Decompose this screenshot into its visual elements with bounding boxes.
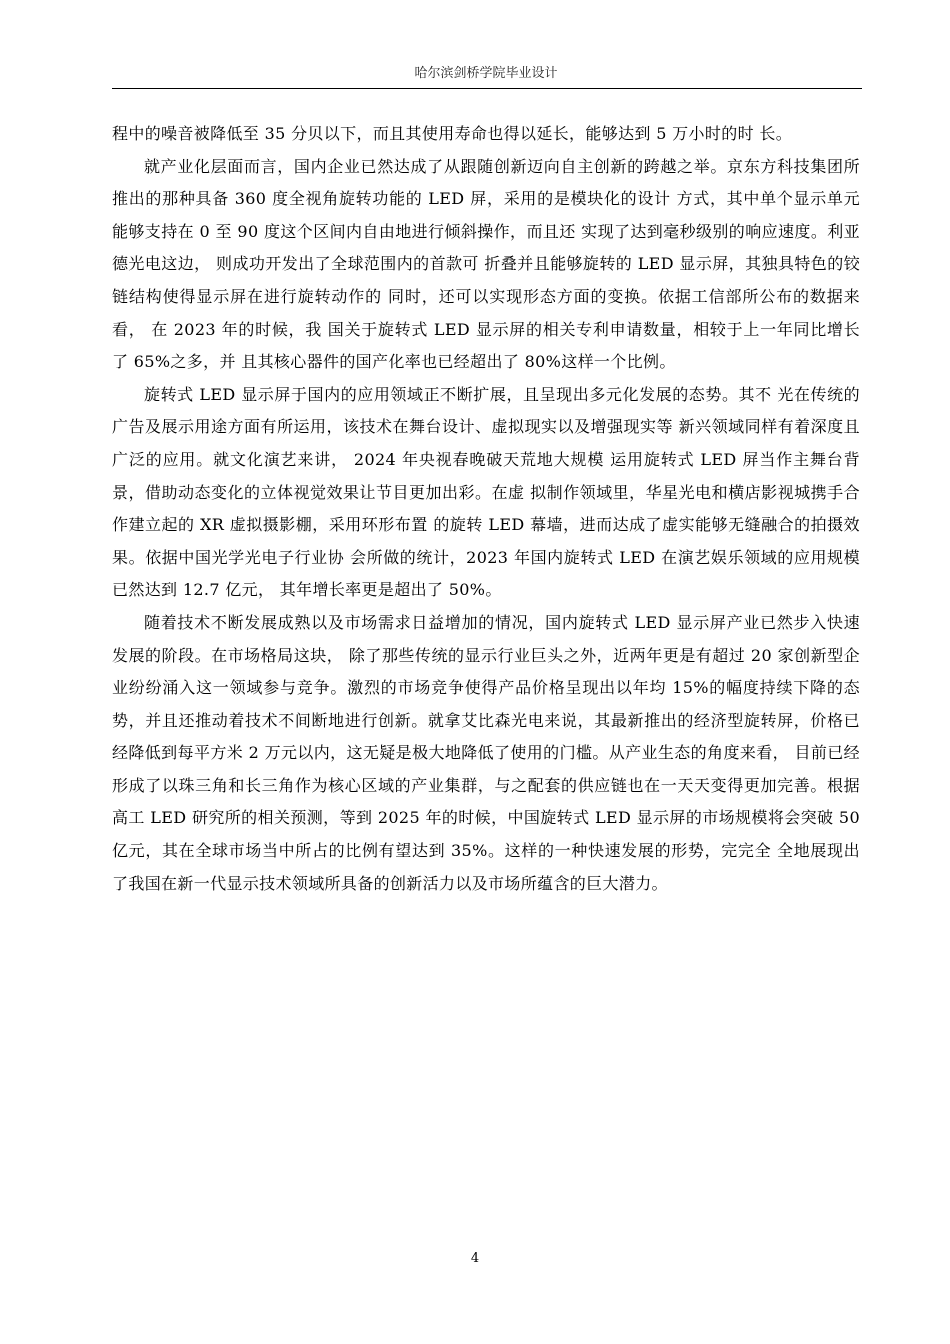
header-title: 哈尔滨剑桥学院毕业设计 (414, 66, 558, 81)
page-number: 4 (470, 1251, 480, 1266)
paragraph-applications: 旋转式 LED 显示屏于国内的应用领域正不断扩展，且呈现出多元化发展的态势。其不 光在传统的广告及展示用途方面有所运用，该技术在舞台设计、虚拟现实以及增强现实等 新兴领域同样有着深度且广泛的应用。就文化演艺来讲， 2024 年央视春晚破天荒地大规模 运用旋转式 LED 屏当作主舞台背景，借助动态变化的立体视觉效果让节目更加出彩。在虚 拟制作领域里，华星光电和横店影视城携手合作建立起的 XR 虚拟摄影棚，采用环形布置 的旋转 LED 幕墙，进而达成了虚实能够无缝融合的拍摄效果。依据中国光学光电子行业协 会所做的统计，2023 年国内旋转式 LED 在演艺娱乐领域的应用规模已然达到 12.7 亿元， 其年增长率更是超出了 50%。 (112, 384, 860, 600)
document-body (112, 118, 860, 900)
paragraph-industrialization: 就产业化层面而言，国内企业已然达成了从跟随创新迈向自主创新的跨越之举。京东方科技集团所推出的那种具备 360 度全视角旋转功能的 LED 屏，采用的是模块化的设计 方式，其中单个显示单元能够支持在 0 至 90 度这个区间内自由地进行倾斜操作，而且还 实现了达到毫秒级别的响应速度。利亚德光电这边， 则成功开发出了全球范围内的首款可 折叠并且能够旋转的 LED 显示屏，其独具特色的铰链结构使得显示屏在进行旋转动作的 同时，还可以实现形态方面的变换。依据工信部所公布的数据来看， 在 2023 年的时候，我 国关于旋转式 LED 显示屏的相关专利申请数量，相较于上一年同比增长了 65%之多，并 且其核心器件的国产化率也已经超出了 80%这样一个比例。 (112, 156, 860, 372)
page-header (112, 64, 860, 88)
paragraph-market: 随着技术不断发展成熟以及市场需求日益增加的情况，国内旋转式 LED 显示屏产业已然步入快速发展的阶段。在市场格局这块， 除了那些传统的显示行业巨头之外，近两年更是有超过 20 家创新型企业纷纷涌入这一领域参与竞争。激烈的市场竞争使得产品价格呈现出以年均 15%的幅度持续下降的态势，并且还推动着技术不间断地进行创新。就拿艾比森光电来说，其最新推出的经济型旋转屏，价格已经降低到每平方米 2 万元以内，这无疑是极大地降低了使用的门槛。从产业生态的角度来看， 目前已经形成了以珠三角和长三角作为核心区域的产业集群，与之配套的供应链也在一天天变得更加完善。根据高工 LED 研究所的相关预测，等到 2025 年的时候，中国旋转式 LED 显示屏的市场规模将会突破 50 亿元，其在全球市场当中所占的比例有望达到 35%。这样的一种快速发展的形势，完完全 全地展现出了我国在新一代显示技术领域所具备的创新活力以及市场所蕴含的巨大潜力。 (112, 612, 860, 893)
header-divider (112, 88, 862, 89)
paragraph-continuation: 程中的噪音被降低至 35 分贝以下，而且其使用寿命也得以延长，能够达到 5 万小时的时 长。 (112, 124, 793, 143)
